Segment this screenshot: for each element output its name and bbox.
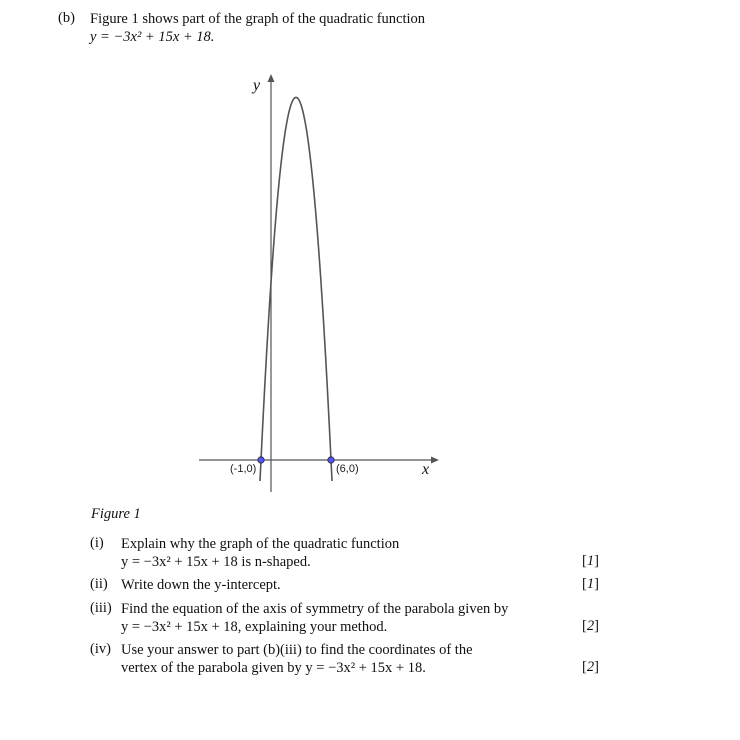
- mark-allocation: [1]: [582, 576, 599, 592]
- question-text: [121, 600, 508, 636]
- question-line: vertex of the parabola given by y = −3x² + 15x + 18.: [121, 660, 426, 676]
- question-text: [121, 641, 473, 677]
- x-axis-label: x: [422, 461, 430, 478]
- point-left-label: (-1,0): [230, 463, 257, 475]
- figure-caption: Figure 1: [91, 506, 141, 522]
- question-number: (i): [90, 535, 104, 551]
- mark-allocation: [2]: [582, 618, 599, 634]
- question-line: Use your answer to part (b)(iii) to find the coordinates of the: [121, 642, 473, 658]
- point-right-label: (6,0): [336, 463, 359, 475]
- x-axis-arrow: [431, 457, 439, 464]
- intro-line: Figure 1 shows part of the graph of the quadratic function: [90, 11, 426, 27]
- question-line: y = −3x² + 15x + 18 is n-shaped.: [121, 554, 311, 570]
- y-axis-label: y: [253, 77, 261, 94]
- question-number: (iii): [90, 600, 112, 616]
- question-text: [121, 576, 281, 594]
- part-label: (b): [58, 10, 75, 26]
- mark-allocation: [1]: [582, 553, 599, 569]
- mark-allocation: [2]: [582, 659, 599, 675]
- question-line: Find the equation of the axis of symmetry of the parabola given by: [121, 601, 509, 617]
- intro-text: [90, 10, 425, 46]
- question-line: Write down the y-intercept.: [121, 577, 281, 593]
- question-number: (iv): [90, 641, 111, 657]
- question-line: Explain why the graph of the quadratic function: [121, 536, 400, 552]
- intro-equation: y = −3x² + 15x + 18.: [90, 29, 215, 45]
- point-left-root: [258, 457, 264, 463]
- question-text: [121, 535, 399, 571]
- question-number: (ii): [90, 576, 108, 592]
- quadratic-graph: [195, 70, 445, 500]
- question-line: y = −3x² + 15x + 18, explaining your method.: [121, 619, 388, 635]
- point-right-root: [328, 457, 334, 463]
- y-axis-arrow: [268, 74, 275, 82]
